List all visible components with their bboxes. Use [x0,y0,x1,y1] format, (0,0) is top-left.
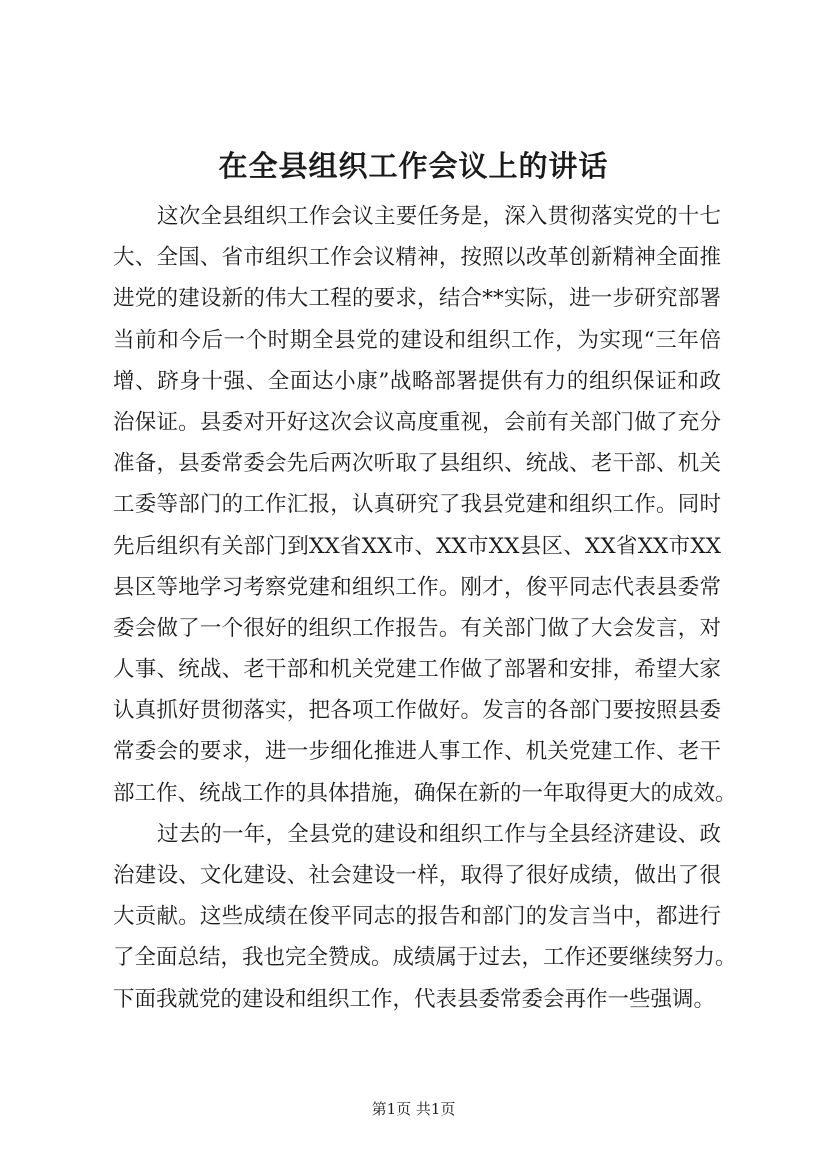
paragraph-line: 认真抓好贯彻落实，把各项工作做好。发言的各部门要按照县委 [113,698,721,724]
paragraph-line: 部工作、统战工作的具体措施，确保在新的一年取得更大的成效。 [113,780,737,806]
paragraph-line: 工委等部门的工作汇报，认真研究了我县党建和组织工作。同时 [113,492,721,518]
paragraph-line: 常委会的要求，进一步细化推进人事工作、机关党建工作、老干 [113,739,721,765]
paragraph-line: 委会做了一个很好的组织工作报告。有关部门做了大会发言，对 [113,615,721,641]
paragraph-line: 增、跻身十强、全面达小康”战略部署提供有力的组织保证和政 [113,368,721,394]
document-title: 在全县组织工作会议上的讲话 [218,149,609,183]
paragraph-line: 治保证。县委对开好这次会议高度重视，会前有关部门做了充分 [113,409,721,435]
paragraph-line: 大、全国、省市组织工作会议精神，按照以改革创新精神全面推 [113,245,721,271]
paragraph-line: 当前和今后一个时期全县党的建设和组织工作，为实现“三年倍 [113,327,721,353]
document-body [113,196,737,1020]
paragraph-line: 大贡献。这些成绩在俊平同志的报告和部门的发言当中，都进行 [113,904,721,930]
paragraph-line: 准备，县委常委会先后两次听取了县组织、统战、老干部、机关 [113,451,721,477]
paragraph-line: 治建设、文化建设、社会建设一样，取得了很好成绩，做出了很 [113,863,721,888]
paragraph-line: 县区等地学习考察党建和组织工作。刚才，俊平同志代表县委常 [113,574,721,600]
paragraph-line: 了全面总结，我也完全赞成。成绩属于过去，工作还要继续努力。 [113,945,737,971]
paragraph-line: 人事、统战、老干部和机关党建工作做了部署和安排，希望大家 [113,657,721,683]
paragraph-line: 过去的一年，全县党的建设和组织工作与全县经济建设、政 [157,821,721,847]
page-footer: 第1页 共1页 [371,1100,456,1118]
paragraph-line: 这次全县组织工作会议主要任务是，深入贯彻落实党的十七 [157,204,721,229]
paragraph-line: 进党的建设新的伟大工程的要求，结合**实际，进一步研究部署 [113,286,721,312]
paragraph-line: 下面我就党的建设和组织工作，代表县委常委会再作一些强调。 [113,986,716,1012]
paragraph-line: 先后组织有关部门到XX省XX市、XX市XX县区、XX省XX市XX [113,533,721,559]
